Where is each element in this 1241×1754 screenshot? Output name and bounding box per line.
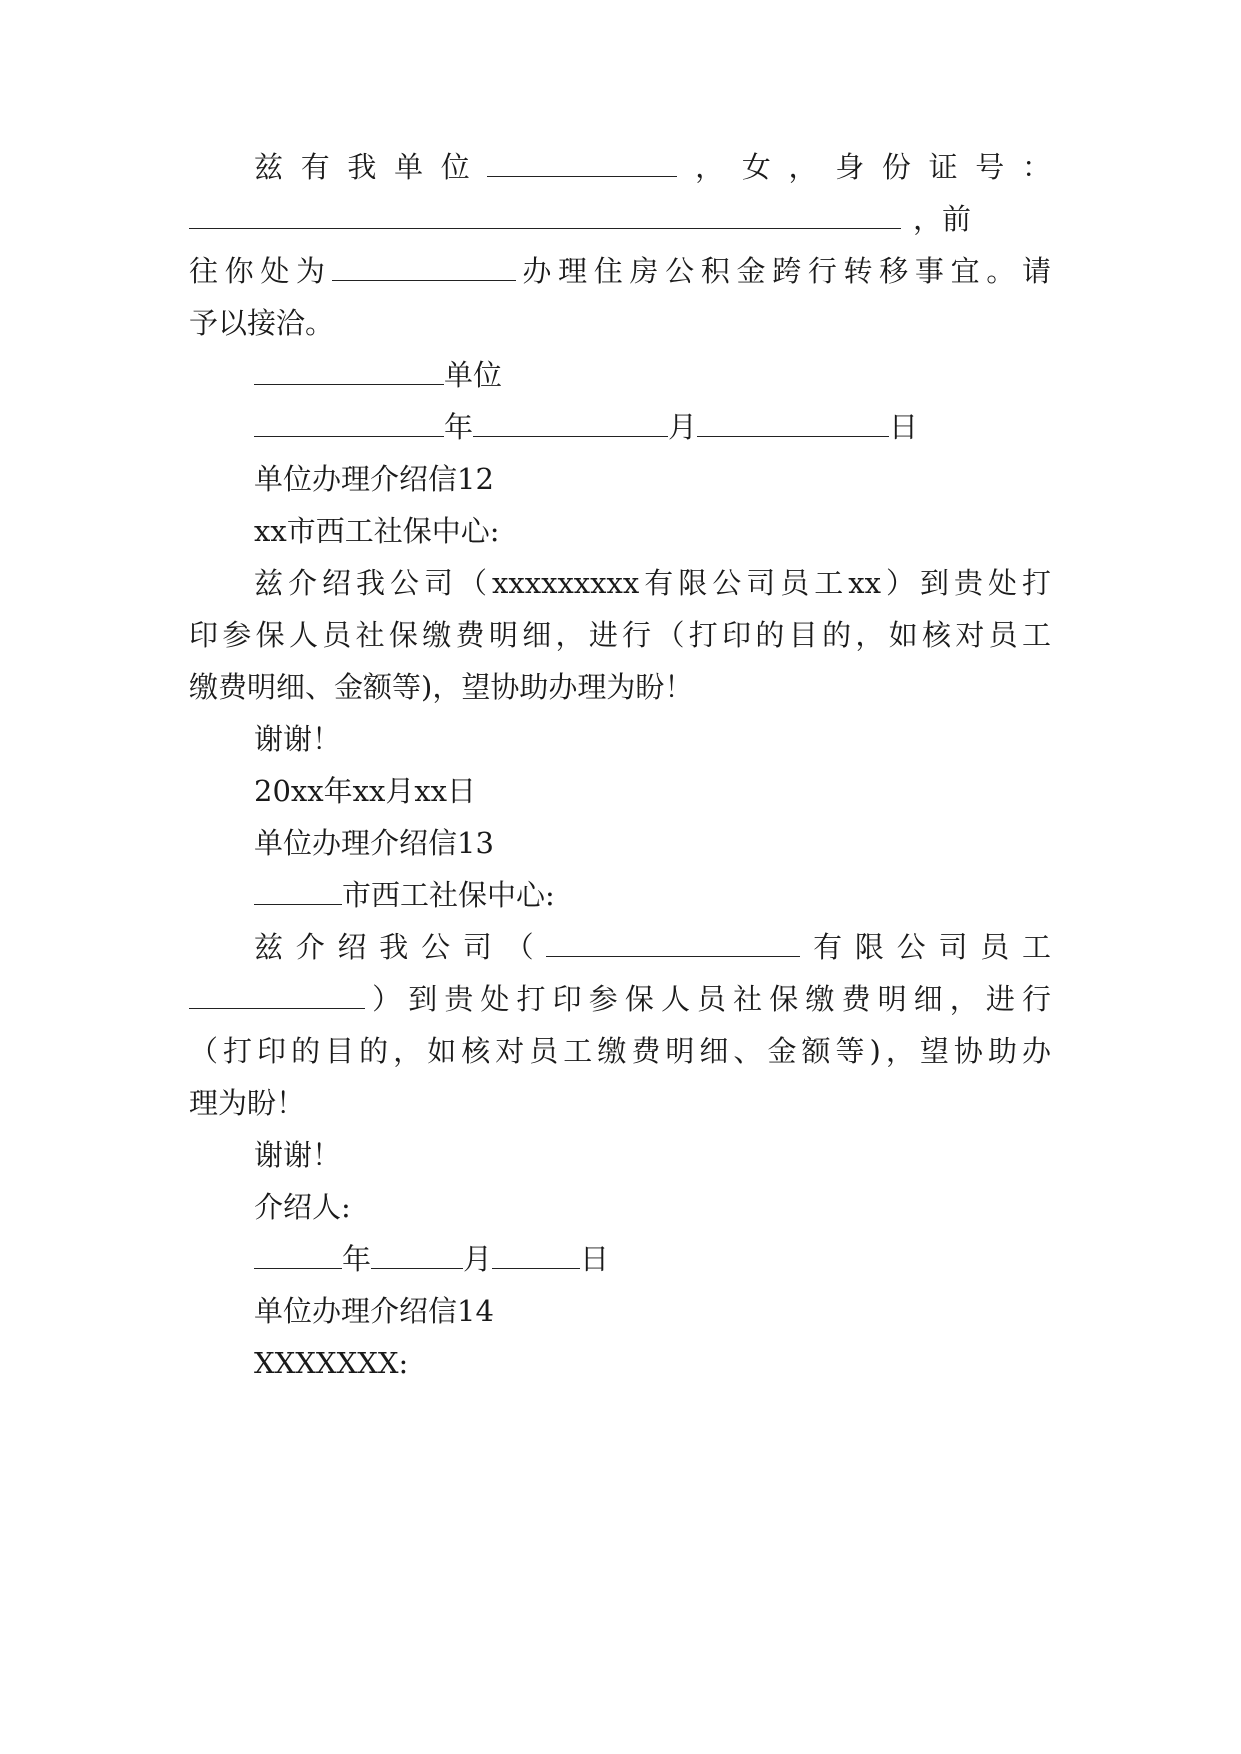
- letter11-text-mid: ，女，身份证号：: [677, 150, 1051, 184]
- letter12-body-line-1: 兹介绍我公司（xxxxxxxxx有限公司员工xx）到贵处打: [254, 566, 1051, 600]
- letter11-text-suffix: ，前: [913, 202, 972, 236]
- month-label: 月: [668, 410, 698, 444]
- letter11-paragraph-line-4: [189, 303, 1051, 343]
- year-label: 年: [444, 410, 474, 444]
- letter11-paragraph-line-3: [189, 251, 1051, 291]
- year-blank: [254, 1246, 342, 1269]
- letter11-paragraph-line-2: [189, 199, 1051, 239]
- year-label: 年: [342, 1242, 372, 1276]
- letter13-body-prefix: 兹介绍我公司（: [254, 930, 547, 964]
- letter12-body-line-3: 缴费明细、金额等)，望协助办理为盼！: [189, 670, 694, 704]
- letter11-text-prefix: 兹有我单位: [254, 150, 488, 184]
- letter12-title: 单位办理介绍信12: [254, 462, 494, 496]
- letter14-addressee: XXXXXXX:: [254, 1346, 409, 1380]
- name-blank: [487, 154, 677, 177]
- month-blank: [473, 414, 668, 437]
- letter13-body-line-1: [254, 927, 1051, 967]
- letter11-text-suffix-2: 办理住房公积金跨行转移事宜。请: [515, 254, 1051, 288]
- letter11-text-prefix-2: 往你处为: [189, 254, 332, 288]
- company-name-blank: [546, 934, 800, 957]
- letter12-body-line-2: 印参保人员社保缴费明细，进行（打印的目的，如核对员工: [189, 618, 1051, 652]
- letter13-thanks: 谢谢！: [254, 1138, 342, 1172]
- letter11-date-line: [254, 407, 1051, 447]
- unit-name-blank: [254, 362, 444, 385]
- letter11-unit-line: [254, 355, 1051, 395]
- letter13-addressee-line: [254, 875, 1051, 915]
- letter13-addressee: 市西工社保中心:: [342, 878, 555, 912]
- letter13-title: 单位办理介绍信13: [254, 826, 494, 860]
- year-blank: [254, 414, 444, 437]
- city-blank: [254, 882, 342, 905]
- employee-name-blank: [189, 986, 365, 1009]
- letter12-date: 20xx年xx月xx日: [254, 774, 477, 808]
- letter13-body-suffix: 有限公司员工: [800, 930, 1051, 964]
- letter13-body-line-4: 理为盼！: [189, 1086, 306, 1120]
- letter13-body-line-2-text: ）到贵处打印参保人员社保缴费明细，进行: [365, 982, 1051, 1016]
- day-blank: [492, 1246, 580, 1269]
- day-blank: [697, 414, 889, 437]
- month-blank: [371, 1246, 463, 1269]
- letter11-paragraph-line-1: [254, 147, 1051, 187]
- day-label: 日: [580, 1242, 610, 1276]
- unit-label: 单位: [444, 358, 503, 392]
- day-label: 日: [889, 410, 919, 444]
- letter12-thanks: 谢谢！: [254, 722, 342, 756]
- letter13-body-line-2: [189, 979, 1051, 1019]
- id-number-blank: [189, 206, 901, 229]
- letter13-date-line: [254, 1239, 1051, 1279]
- purpose-blank: [332, 258, 516, 281]
- letter12-addressee: xx市西工社保中心:: [254, 514, 500, 548]
- letter14-title: 单位办理介绍信14: [254, 1294, 494, 1328]
- letter13-introducer: 介绍人:: [254, 1190, 351, 1224]
- month-label: 月: [463, 1242, 493, 1276]
- letter11-text-end: 予以接洽。: [189, 306, 335, 340]
- letter13-body-line-3: （打印的目的，如核对员工缴费明细、金额等)，望协助办: [189, 1034, 1051, 1068]
